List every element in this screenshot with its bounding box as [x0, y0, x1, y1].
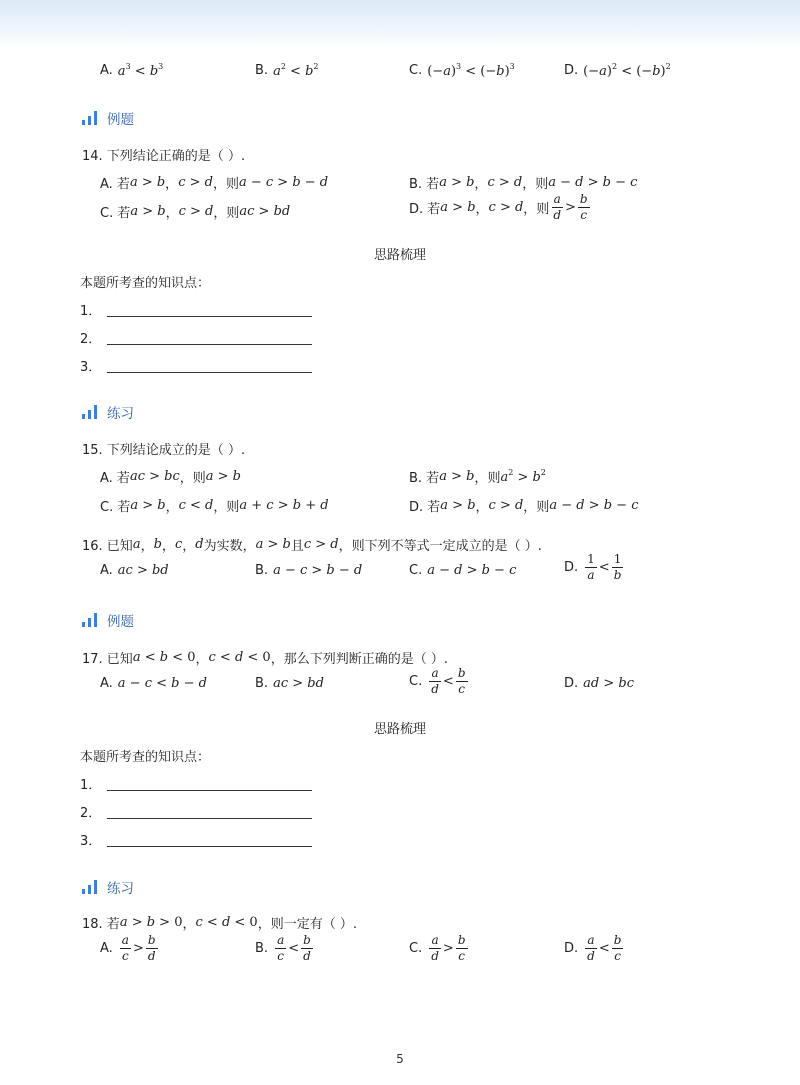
fraction: $\frac{1}{b}$ — [613, 552, 622, 582]
answer-blank-1[interactable]: 1． — [80, 774, 312, 793]
fraction: $\frac{b}{c}$ — [457, 933, 466, 963]
q16-stem: 16. 已知 a ， b ， c ， d 为实数， a > b 且 c > d ，则下列不等式一定成立的是（ ）. — [82, 537, 542, 554]
q15-option-c: C. 若 a > b ， c < d ， 则 a + c > b + d — [100, 498, 329, 515]
q15-stem: 15. 下列结论成立的是（ ）. — [82, 443, 246, 458]
bar-chart-icon — [82, 111, 99, 125]
thinking-title: 思路梳理 — [373, 248, 426, 263]
bar-chart-icon — [82, 405, 99, 419]
section-header-example: 例题 — [82, 610, 134, 630]
fraction: $\frac{a}{c}$ — [121, 933, 129, 963]
q17-option-d: D. ad > bc — [564, 676, 634, 691]
q17-stem: 17. 已知 a < b < 0 ， c < d < 0 ，那么下列判断正确的是（ ）. — [82, 650, 448, 667]
q15-option-a: A. 若 ac > bc ， 则 a > b — [100, 469, 241, 486]
answer-blank-1[interactable]: 1． — [80, 300, 312, 319]
fraction: $\frac{b}{c}$ — [579, 192, 588, 222]
answer-blank-3[interactable]: 3． — [80, 356, 312, 375]
fraction: $\frac{b}{c}$ — [457, 666, 466, 696]
q13-option-c: C. $(-a)^3 < (-b)^3$ — [409, 62, 515, 79]
q14-option-c: C. 若 a > b ， c > d ， 则 ac > bd — [100, 204, 291, 221]
section-header-example: 例题 — [82, 108, 134, 128]
fraction: $\frac{a}{d}$ — [587, 933, 595, 963]
bar-chart-icon — [82, 880, 99, 894]
math: $a^3 < b^3$ — [117, 62, 164, 79]
q17-option-c: C. $\frac{a}{d}$ < $\frac{b}{c}$ — [409, 666, 466, 696]
fraction: $\frac{a}{d}$ — [553, 192, 562, 222]
q18-option-d: D. $\frac{a}{d}$ < $\frac{b}{c}$ — [564, 933, 622, 963]
fraction: $\frac{1}{a}$ — [587, 552, 595, 582]
page-number: 5 — [396, 1052, 404, 1066]
math: $(-a)^3 < (-b)^3$ — [427, 62, 515, 79]
fraction: $\frac{b}{d}$ — [147, 933, 156, 963]
header-gradient-band — [0, 0, 800, 48]
bar-chart-icon — [82, 613, 99, 627]
math: $a^2 < b^2$ — [273, 62, 319, 79]
q17-option-b: B. ac > bd — [255, 676, 324, 691]
fraction: $\frac{a}{d}$ — [431, 666, 439, 696]
section-header-practice: 练习 — [82, 877, 134, 897]
fraction: $\frac{a}{c}$ — [277, 933, 285, 963]
q18-stem: 18. 若 a > b > 0 ， c < d < 0 ，则一定有（ ）. — [82, 915, 357, 932]
q15-option-d: D. 若 a > b ， c > d ， 则 a − d > b − c — [409, 498, 639, 515]
q14-option-b: B. 若 a > b ， c > d ， 则 a − d > b − c — [409, 175, 638, 192]
answer-blank-3[interactable]: 3． — [80, 830, 312, 849]
q18-option-b: B. $\frac{a}{c}$ < $\frac{b}{d}$ — [255, 933, 311, 963]
q15-option-b: B. 若 a > b ， 则 $a^2 > b^2$ — [409, 468, 546, 486]
q16-option-b: B. a − c > b − d — [255, 563, 363, 578]
section-header-practice: 练习 — [82, 402, 134, 422]
q13-option-b: B. $a^2 < b^2$ — [255, 62, 319, 79]
q16-option-c: C. a − d > b − c — [409, 563, 517, 578]
fraction: $\frac{b}{d}$ — [303, 933, 311, 963]
math: $(-a)^2 < (-b)^2$ — [583, 62, 671, 79]
q13-option-a: A. $a^3 < b^3$ — [100, 62, 164, 79]
q14-option-d: D. 若 a > b ， c > d ， 则 $\frac{a}{d}$ > $\frac{b}{c}$ — [409, 192, 588, 222]
q18-option-a: A. $\frac{a}{c}$ > $\frac{b}{d}$ — [100, 933, 156, 963]
answer-blank-2[interactable]: 2． — [80, 802, 312, 821]
answer-blank-2[interactable]: 2． — [80, 328, 312, 347]
q14-option-a: A. 若 a > b ， c > d ， 则 a − c > b − d — [100, 175, 329, 192]
q13-option-d: D. $(-a)^2 < (-b)^2$ — [564, 62, 671, 79]
fraction: $\frac{b}{c}$ — [613, 933, 622, 963]
q16-option-d: D. $\frac{1}{a}$ < $\frac{1}{b}$ — [564, 552, 622, 582]
q16-option-a: A. ac > bd — [100, 563, 169, 578]
q17-option-a: A. a − c < b − d — [100, 676, 207, 691]
q18-option-c: C. $\frac{a}{d}$ > $\frac{b}{c}$ — [409, 933, 466, 963]
knowledge-prompt: 本题所考查的知识点： — [80, 750, 211, 765]
fraction: $\frac{a}{d}$ — [431, 933, 439, 963]
thinking-title: 思路梳理 — [373, 722, 426, 737]
knowledge-prompt: 本题所考查的知识点： — [80, 276, 211, 291]
q14-stem: 14. 下列结论正确的是（ ）. — [82, 149, 246, 164]
